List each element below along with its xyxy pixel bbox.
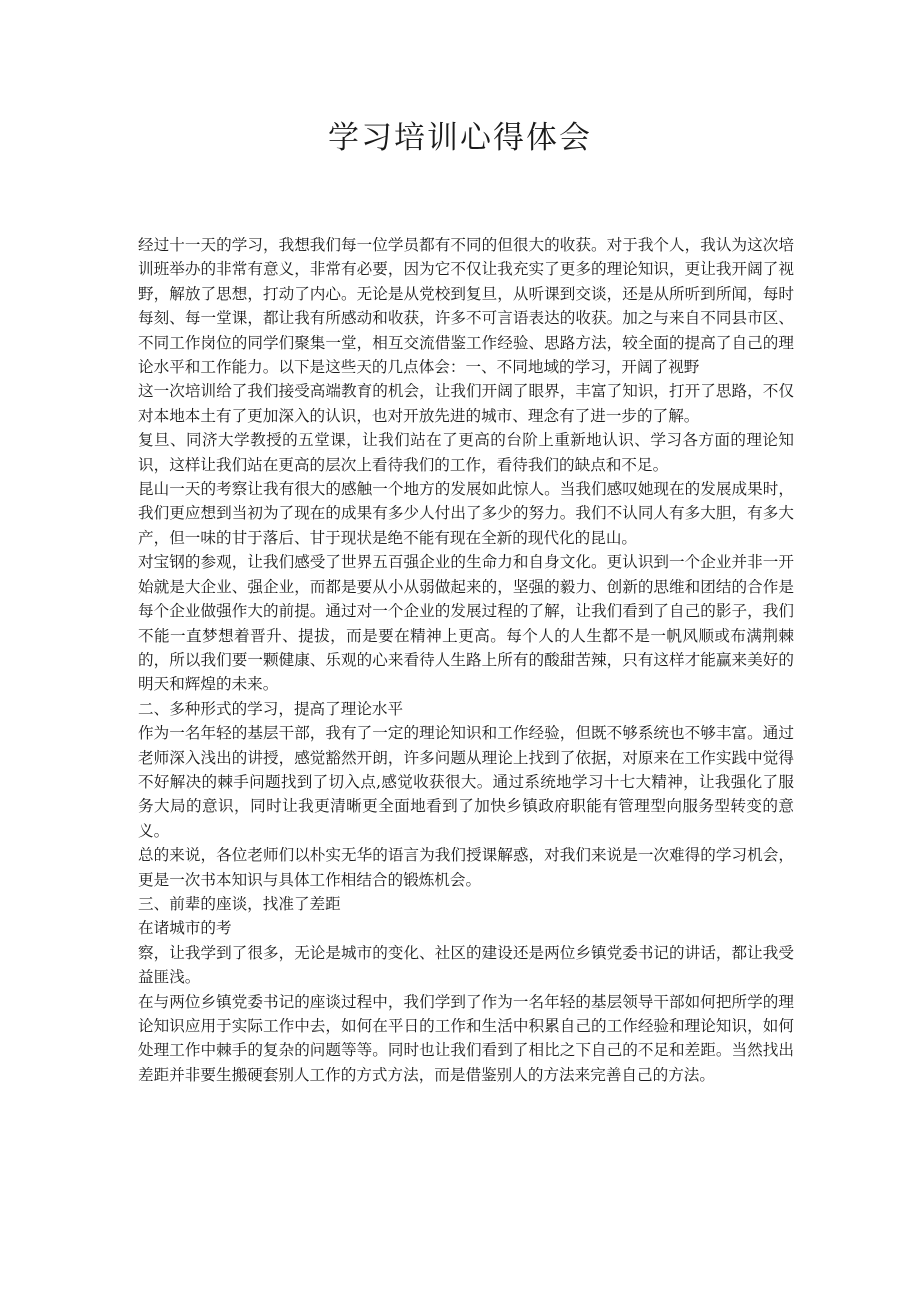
paragraph-training-opportunity: 这一次培训给了我们接受高端教育的机会，让我们开阔了眼界，丰富了知识，打开了思路，不仅对本地本土有了更加深入的认识，也对开放先进的城市、理念有了进一步的了解。 [138, 382, 794, 425]
paragraph-theory-study: 作为一名年轻的基层干部，我有了一定的理论知识和工作经验，但既不够系统也不够丰富。通过老师深入浅出的讲授，感觉豁然开朗，许多问题从理论上找到了依据，对原来在工作实践中觉得不好解决的棘手问题找到了切入点,感觉收获很大。通过系统地学习十七大精神，让我强化了服务大局的意识，同时让我更清晰更全面地看到了加快乡镇政府职能有管理型向服务型转变的意义。 [138, 724, 794, 840]
paragraph-kunshan: 昆山一天的考察让我有很大的感触一个地方的发展如此惊人。当我们感叹她现在的发展成果时，我们更应想到当初为了现在的成果有多少人付出了多少的努力。我们不认同人有多大胆，有多大产，但一味的甘于落后、甘于现状是绝不能有现在全新的现代化的昆山。 [138, 480, 794, 547]
paragraph-baosteel: 对宝钢的参观，让我们感受了世界五百强企业的生命力和自身文化。更认识到一个企业并非一开始就是大企业、强企业，而都是要从小从弱做起来的，坚强的毅力、创新的思维和团结的合作是每个企业做强作大的前提。通过对一个企业的发展过程的了解，让我们看到了自己的影子，我们不能一直梦想着晋升、提拔，而是要在精神上更高。每个人的人生都不是一帆风顺或布满荆棘的，所以我们要一颗健康、乐观的心来看待人生路上所有的酸甜苦辣，只有这样才能赢来美好的明天和辉煌的未来。 [138, 553, 794, 694]
paragraph-fudan-tongji: 复旦、同济大学教授的五堂课，让我们站在了更高的台阶上重新地认识、学习各方面的理论知识，这样让我们站在更高的层次上看待我们的工作，看待我们的缺点和不足。 [138, 431, 794, 474]
paragraph-summary: 总的来说，各位老师们以朴实无华的语言为我们授课解惑，对我们来说是一次难得的学习机会，更是一次书本知识与具体工作相结合的锻炼机会。 [138, 846, 794, 889]
document-body [138, 233, 794, 1087]
section-heading-two: 二、多种形式的学习，提高了理论水平 [138, 699, 404, 718]
paragraph-zhucheng-fragment: 在诸城市的考 [138, 919, 232, 938]
paragraph-intro: 经过十一天的学习，我想我们每一位学员都有不同的但很大的收获。对于我个人，我认为这次培训班举办的非常有意义，非常有必要，因为它不仅让我充实了更多的理论知识，更让我开阔了视野，解放了思想，打动了内心。无论是从党校到复旦，从听课到交谈，还是从所听到所闻，每时每刻、每一堂课，都让我有所感动和收获，许多不可言语表达的收获。加之与来自不同县市区、不同工作岗位的同学们聚集一堂，相互交流借鉴工作经验、思路方法，较全面的提高了自己的理论水平和工作能力。以下是这些天的几点体会：一、不同地域的学习，开阔了视野 [138, 236, 794, 377]
section-heading-three: 三、前辈的座谈，找准了差距 [138, 894, 341, 913]
document-title: 学习培训心得体会 [328, 120, 592, 156]
paragraph-seminar: 在与两位乡镇党委书记的座谈过程中，我们学到了作为一名年轻的基层领导干部如何把所学的理论知识应用于实际工作中去，如何在平日的工作和生活中积累自己的工作经验和理论知识，如何处理工作中棘手的复杂的问题等等。同时也让我们看到了相比之下自己的不足和差距。当然找出差距并非要生搬硬套别人工作的方式方法，而是借鉴别人的方法来完善自己的方法。 [138, 992, 794, 1084]
paragraph-zhucheng-continued: 察，让我学到了很多，无论是城市的变化、社区的建设还是两位乡镇党委书记的讲话，都让我受益匪浅。 [138, 943, 794, 987]
